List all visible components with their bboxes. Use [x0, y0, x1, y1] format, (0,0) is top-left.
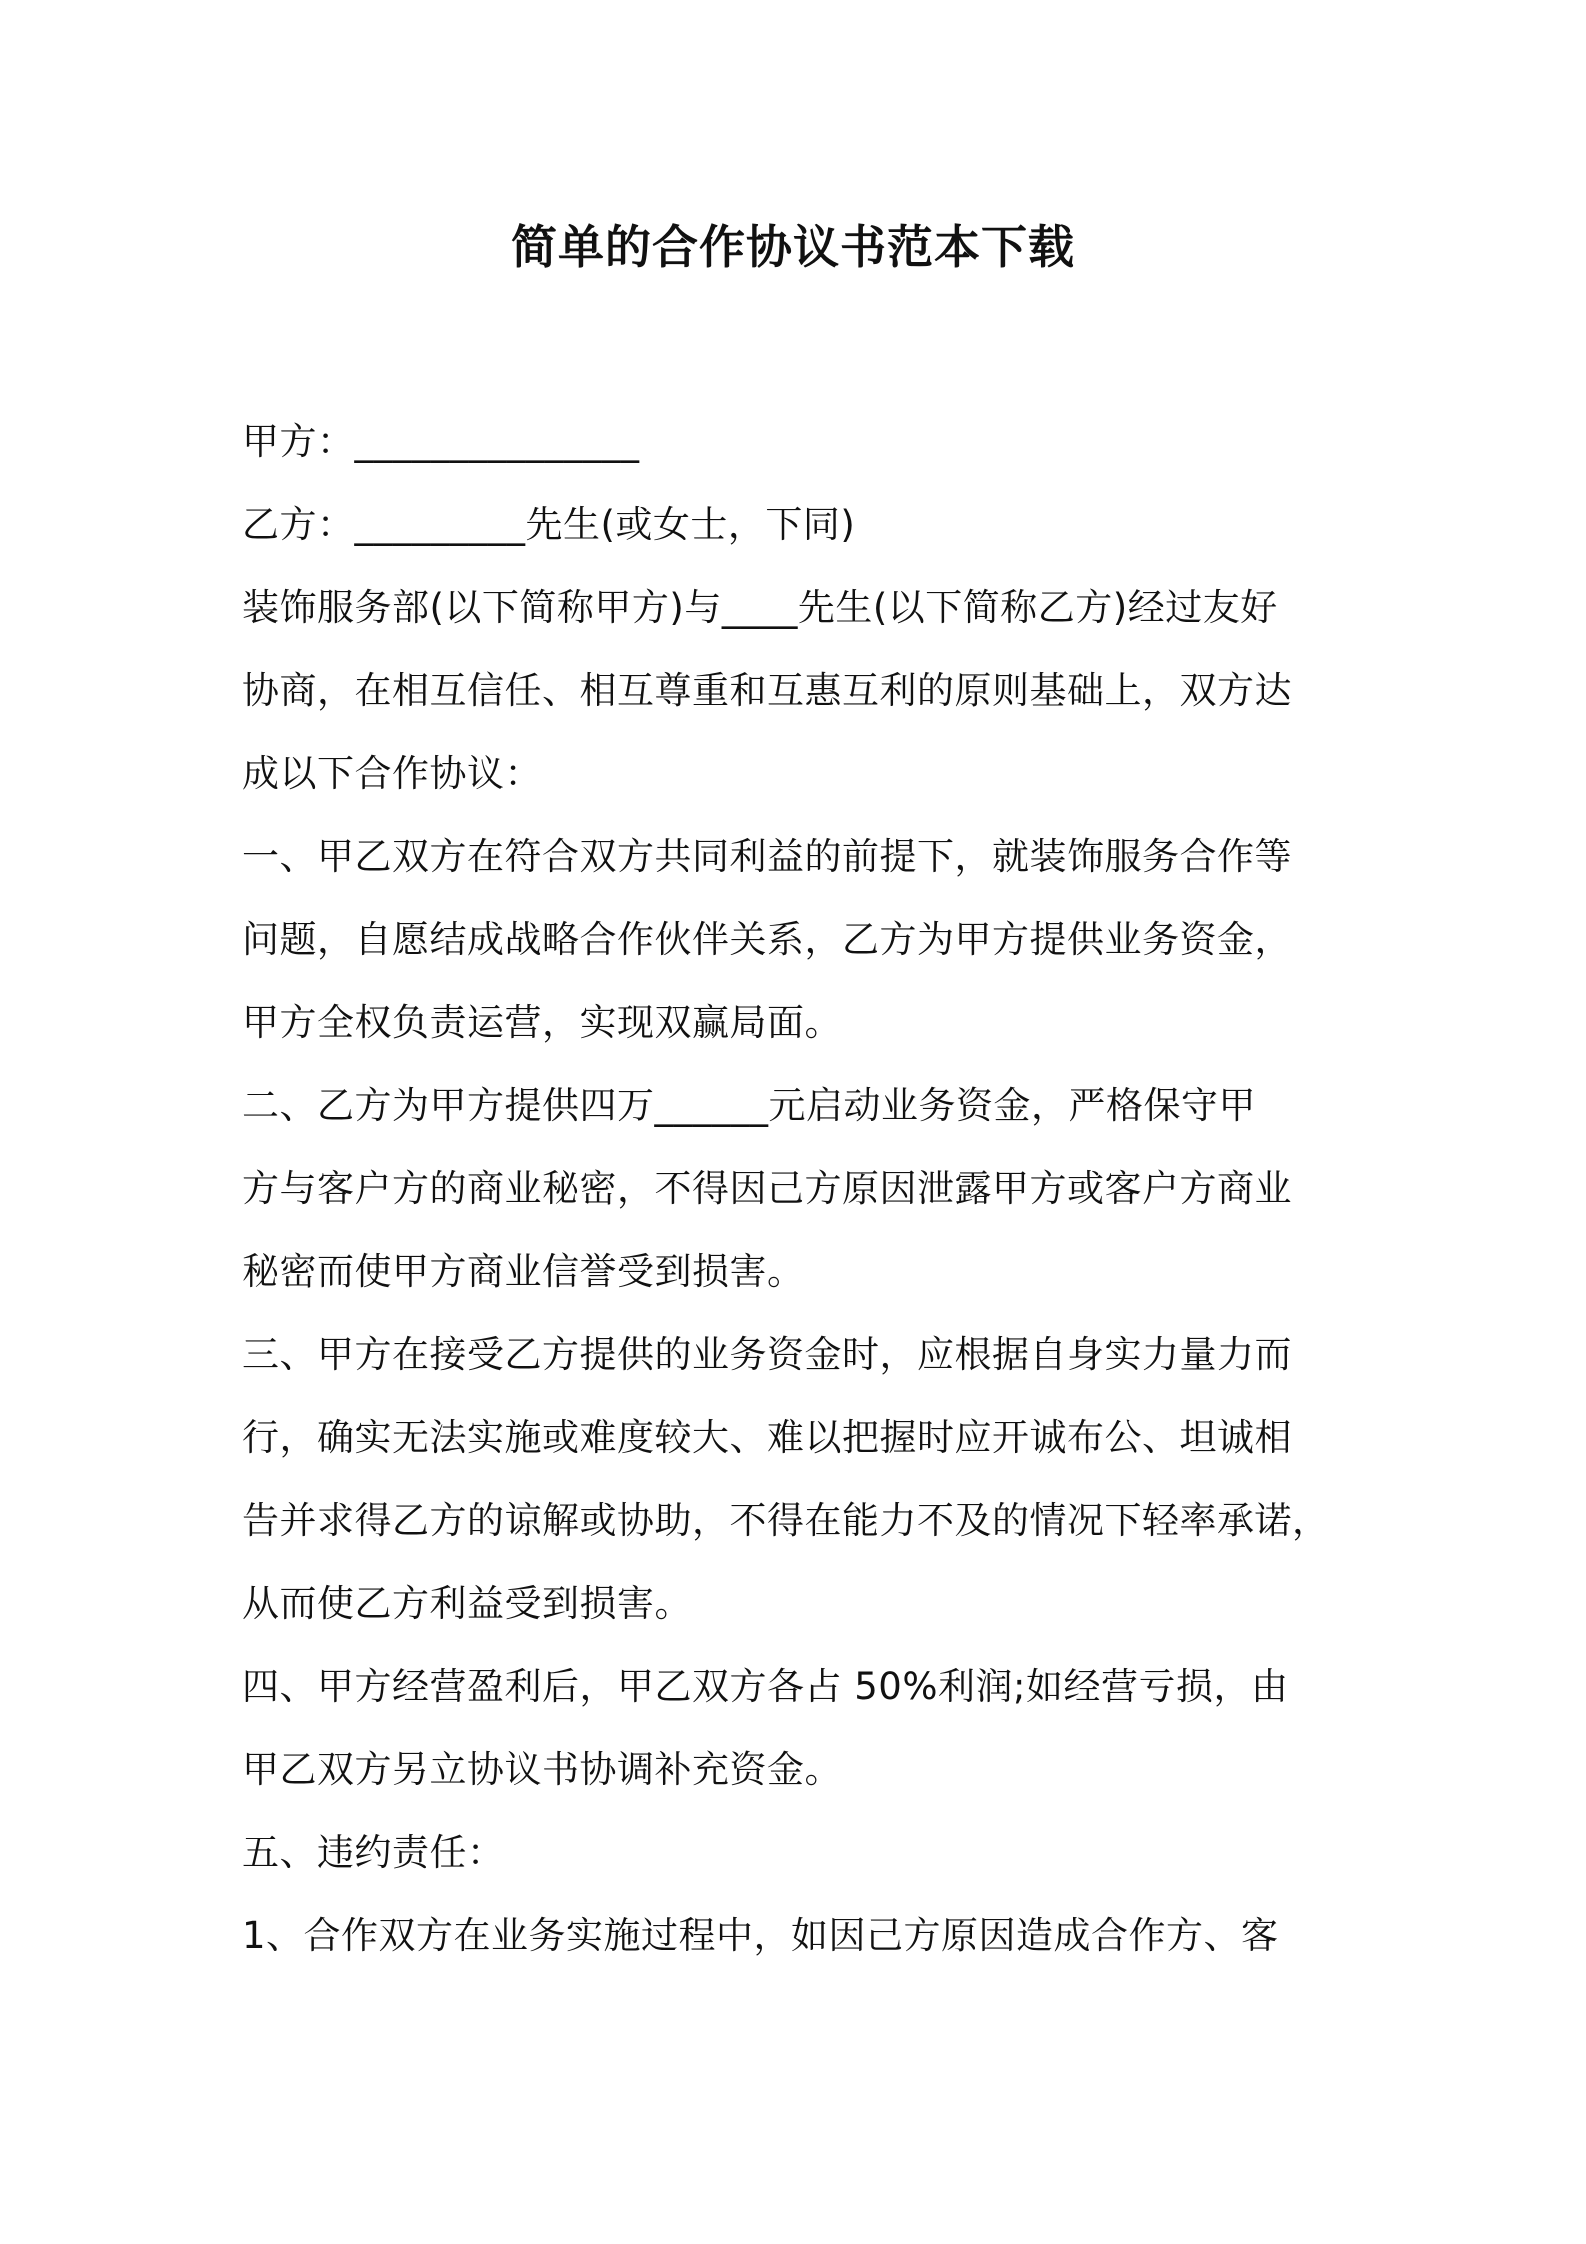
clause-5-item-1-line: 1、合作双方在业务实施过程中，如因己方原因造成合作方、客: [242, 1914, 1279, 1957]
clause-4-line: 四、甲方经营盈利后，甲乙双方各占 50%利润;如经营亏损，由: [242, 1665, 1289, 1708]
clause-2-line: 方与客户方的商业秘密，不得因己方原因泄露甲方或客户方商业: [242, 1167, 1292, 1210]
paragraph-line: 成以下合作协议：: [242, 752, 542, 795]
clause-5-heading: 五、违约责任：: [242, 1831, 505, 1874]
clause-4-line: 甲乙双方另立协议书协调补充资金。: [242, 1748, 842, 1791]
clause-3-line: 从而使乙方利益受到损害。: [242, 1582, 692, 1625]
clause-1-line: 问题，自愿结成战略合作伙伴关系，乙方为甲方提供业务资金，: [242, 918, 1292, 961]
clause-1-line: 甲方全权负责运营，实现双赢局面。: [242, 1001, 842, 1044]
party-b-line: 乙方：_________先生(或女士，下同): [242, 503, 856, 546]
clause-2-line: 秘密而使甲方商业信誉受到损害。: [242, 1250, 805, 1293]
party-a-line: 甲方：_______________: [242, 420, 640, 463]
clause-3-line: 告并求得乙方的谅解或协助，不得在能力不及的情况下轻率承诺，: [242, 1499, 1330, 1542]
document-title: 简单的合作协议书范本下载: [511, 220, 1075, 274]
paragraph-line: 协商，在相互信任、相互尊重和互惠互利的原则基础上，双方达: [242, 669, 1292, 712]
clause-3-line: 行，确实无法实施或难度较大、难以把握时应开诚布公、坦诚相: [242, 1416, 1292, 1459]
paragraph-line: 装饰服务部(以下简称甲方)与____先生(以下简称乙方)经过友好: [242, 586, 1278, 629]
clause-2-line: 二、乙方为甲方提供四万______元启动业务资金，严格保守甲: [242, 1084, 1256, 1127]
clause-3-line: 三、甲方在接受乙方提供的业务资金时，应根据自身实力量力而: [242, 1333, 1292, 1376]
document-body: [242, 400, 1372, 1977]
clause-1-line: 一、甲乙双方在符合双方共同利益的前提下，就装饰服务合作等: [242, 835, 1292, 878]
